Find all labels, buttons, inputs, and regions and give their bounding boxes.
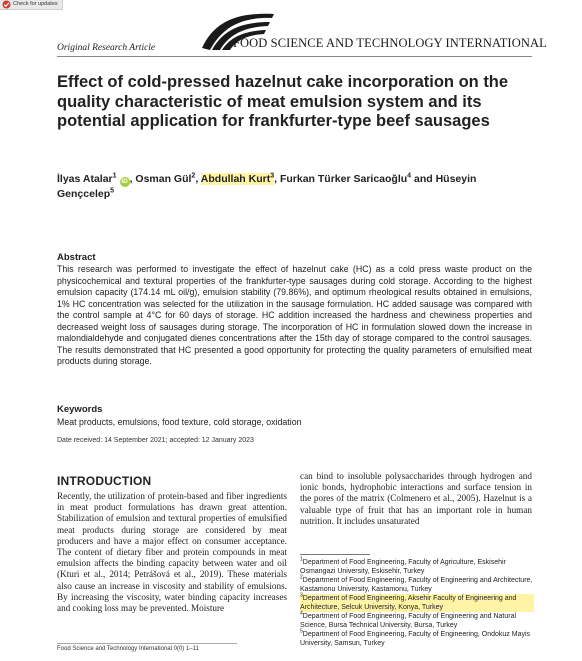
affiliation-item	[300, 612, 534, 630]
author-affiliation-marker: 3	[270, 172, 275, 180]
author[interactable]	[57, 173, 117, 185]
affiliation-item	[300, 576, 534, 594]
author-affiliation-marker: 4	[407, 172, 412, 180]
author-name: İlyas Atalar	[57, 173, 113, 185]
affiliation-number: 2	[300, 574, 303, 581]
affiliation-number: 1	[300, 556, 303, 563]
check-for-updates-label: Check for updates	[13, 0, 58, 7]
author-name: Osman Gül	[135, 173, 192, 185]
check-for-updates-badge[interactable]	[0, 0, 63, 10]
author-list: İlyas Atalar$^1$iD , Osman Gül$^2$, Abdullah Kurt$^3$, Furkan Türker Saricaoğlu$^4$ and Hüseyin Gençcelep$^5$	[57, 172, 477, 200]
author-name: Abdullah Kurt	[200, 173, 271, 185]
affiliation-item	[300, 594, 534, 612]
footer-citation: Food Science and Technology International 0(0) 1–11	[57, 646, 199, 652]
affiliation-text: Department of Food Engineering, Faculty of Engineering and Natural Science, Bursa Technical University, Bursa, Turkey	[300, 613, 517, 629]
affiliation-number: 4	[300, 610, 303, 617]
affiliation-list	[300, 558, 534, 648]
author[interactable]	[201, 173, 274, 185]
introduction-right-column: can bind to insoluble polysaccharides through hydrogen and ionic bonds, hydrophobic interactions and surface tension in the pores of the matrix (Colmenero et al., 2005). Hazelnut is a valuable type of fruit that has an important role in human nutrition. It includes unsaturated	[300, 471, 532, 526]
introduction-left-column: Recently, the utilization of protein-based and fiber ingredients in meat product formulations has drawn great attention. Stabilization of emulsion and textural properties of emulsified meat products during storage are considered by meat producers and have a major effect on consumer acceptance. The content of dietary fiber and protein compounds in meat emulsion affects the binding capacity between water and oil (Kturi et al., 2014; Petrášová et al., 2019). These materials also cause an increase in viscosity and stability of emulsions. By increasing the viscosity, water binding capacity increases and cooking loss may be prevented. Moisture	[57, 491, 287, 614]
affiliation-text: Department of Food Engineering, Aksehir Faculty of Engineering and Architecture, Selcuk University, Konya, Turkey	[300, 595, 517, 611]
date-received: Date received: 14 September 2021; accepted: 12 January 2023	[57, 437, 254, 444]
journal-name: FOOD SCIENCE AND TECHNOLOGY INTERNATIONAL	[233, 36, 547, 50]
abstract-heading: Abstract	[57, 252, 96, 263]
author-name: Hüseyin Gençcelep	[57, 173, 477, 200]
article-title: Effect of cold-pressed hazelnut cake incorporation on the quality characteristic of meat emulsion system and its potential application for frankfurter-type beef sausages	[57, 73, 509, 130]
affiliation-text: Department of Food Engineering, Faculty of Engineering, Ondokuz Mayis University, Samsun, Turkey	[300, 631, 531, 647]
affiliation-text: Department of Food Engineering, Faculty of Agriculture, Eskisehir Osmangazi University, Eskisehir, Turkey	[300, 559, 506, 575]
author-name: Furkan Türker Saricaoğlu	[279, 173, 408, 185]
keywords-text: Meat products, emulsions, food texture, cold storage, oxidation	[57, 417, 302, 427]
abstract-text: This research was performed to investigate the effect of hazelnut cake (HC) as a cold press waste product on the physicochemical and textural properties of the frankfurter-type sausages during cold storage. According to the highest emulsion capacity (174.14 mL oil/g), emulsion stability (79.86%), and optimum rheological results obtained in emulsions, 1% HC concentration was selected for the utilization in the sausage formulation. HC added sausage was compared with the control sample at 4°C for 60 days of storage. HC addition increased the hardness and chewiness properties and decreased weight loss of sausages during storage. The incorporation of HC in formulation slowed down the increase in malondialdehyde and conjugated dienes concentrations after the 15th day of storage compared to the control sausages. The results demonstrated that HC presented a good opportunity for protecting the quality parameters of emulsified meat products during storage.	[57, 264, 532, 366]
affiliation-number: 3	[300, 592, 303, 599]
author[interactable]	[135, 173, 195, 185]
affiliation-item	[300, 630, 534, 648]
orcid-icon[interactable]: iD	[121, 178, 128, 185]
author-affiliation-marker: 1	[112, 172, 117, 180]
header-divider	[57, 56, 532, 57]
introduction-heading: INTRODUCTION	[57, 474, 152, 488]
keywords-heading: Keywords	[57, 404, 103, 415]
author-affiliation-marker: 5	[110, 187, 115, 195]
footer-divider	[57, 643, 237, 644]
affiliation-text: Department of Food Engineering, Faculty of Engineering and Architecture, Kastamonu University, Kastamonu, Turkey	[300, 577, 533, 593]
author[interactable]	[280, 173, 411, 185]
article-type: Original Research Article	[57, 43, 156, 53]
crossmark-icon	[2, 0, 11, 9]
affiliation-item	[300, 558, 534, 576]
author-affiliation-marker: 2	[191, 172, 196, 180]
affiliation-divider	[300, 554, 370, 555]
affiliation-number: 5	[300, 628, 303, 635]
